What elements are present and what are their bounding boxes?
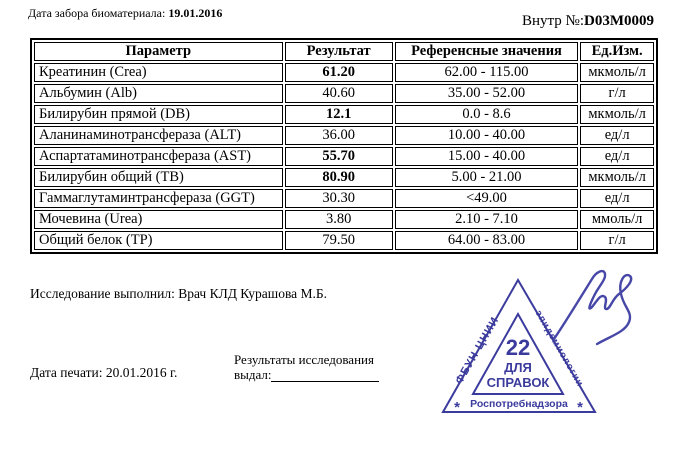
unit-cell: мкмоль/л [580,105,654,124]
results-table [30,38,658,254]
internal-number-label: Внутр №: [522,13,584,29]
stamp-right-text: эпидемиологии [532,308,586,390]
sample-date-line [28,6,222,21]
sample-date-value: 19.01.2016 [168,6,223,20]
stamp-line1: ДЛЯ [504,360,532,375]
table-row [34,168,654,187]
param-cell: Креатинин (Crea) [34,63,283,82]
param-cell: Альбумин (Alb) [34,84,283,103]
col-header-param: Параметр [34,42,283,61]
reference-cell: <49.00 [395,189,579,208]
unit-cell: ммоль/л [580,210,654,229]
result-cell: 61.20 [285,63,393,82]
reference-cell: 64.00 - 83.00 [395,231,579,250]
result-cell: 80.90 [285,168,393,187]
result-cell: 55.70 [285,147,393,166]
table-row [34,231,654,250]
issued-by-line2: выдал: [234,367,272,382]
reference-cell: 35.00 - 52.00 [395,84,579,103]
reference-cell: 62.00 - 115.00 [395,63,579,82]
signature-scribble [540,263,685,353]
reference-cell: 2.10 - 7.10 [395,210,579,229]
stamp-left-text: ФБУН ЦНИИ [453,314,502,387]
col-header-unit: Ед.Изм. [580,42,654,61]
result-cell: 3.80 [285,210,393,229]
stamp-star-right: * [577,399,583,416]
stamp-number: 22 [505,335,531,360]
param-cell: Билирубин общий (TB) [34,168,283,187]
issued-by-blank-line [271,369,379,382]
param-cell: Аспартатаминотрансфераза (AST) [34,147,283,166]
unit-cell: мкмоль/л [580,168,654,187]
unit-cell: г/л [580,84,654,103]
param-cell: Мочевина (Urea) [34,210,283,229]
unit-cell: ед/л [580,147,654,166]
reference-cell: 0.0 - 8.6 [395,105,579,124]
result-cell: 79.50 [285,231,393,250]
table-row [34,126,654,145]
col-header-result: Результат [285,42,393,61]
internal-number-line [522,13,654,30]
result-cell: 12.1 [285,105,393,124]
table-row [34,84,654,103]
internal-number-value: D03M0009 [584,13,654,29]
issued-by-block [234,352,379,382]
result-cell: 36.00 [285,126,393,145]
stamp-bottom-text: Роспотребнадзора [470,398,568,410]
table-row [34,105,654,124]
sample-date-label: Дата забора биоматериала: [28,6,166,20]
col-header-reference: Референсные значения [395,42,579,61]
table-header-row [34,42,654,61]
stamp-star-left: * [454,399,460,416]
result-cell: 40.60 [285,84,393,103]
issued-by-line1: Результаты исследования [234,352,374,367]
performed-by-line: Исследование выполнил: Врач КЛД Курашова М.Б. [30,286,328,301]
reference-cell: 15.00 - 40.00 [395,147,579,166]
stamp-line2: СПРАВОК [486,375,550,390]
table-row [34,147,654,166]
print-date-line: Дата печати: 20.01.2016 г. [30,365,178,380]
unit-cell: ед/л [580,189,654,208]
param-cell: Билирубин прямой (DB) [34,105,283,124]
table-row [34,63,654,82]
result-cell: 30.30 [285,189,393,208]
unit-cell: ед/л [580,126,654,145]
param-cell: Аланинаминотрансфераза (ALT) [34,126,283,145]
param-cell: Гаммаглутаминтрансфераза (GGT) [34,189,283,208]
table-row [34,189,654,208]
reference-cell: 10.00 - 40.00 [395,126,579,145]
param-cell: Общий белок (TP) [34,231,283,250]
reference-cell: 5.00 - 21.00 [395,168,579,187]
unit-cell: мкмоль/л [580,63,654,82]
unit-cell: г/л [580,231,654,250]
table-row [34,210,654,229]
